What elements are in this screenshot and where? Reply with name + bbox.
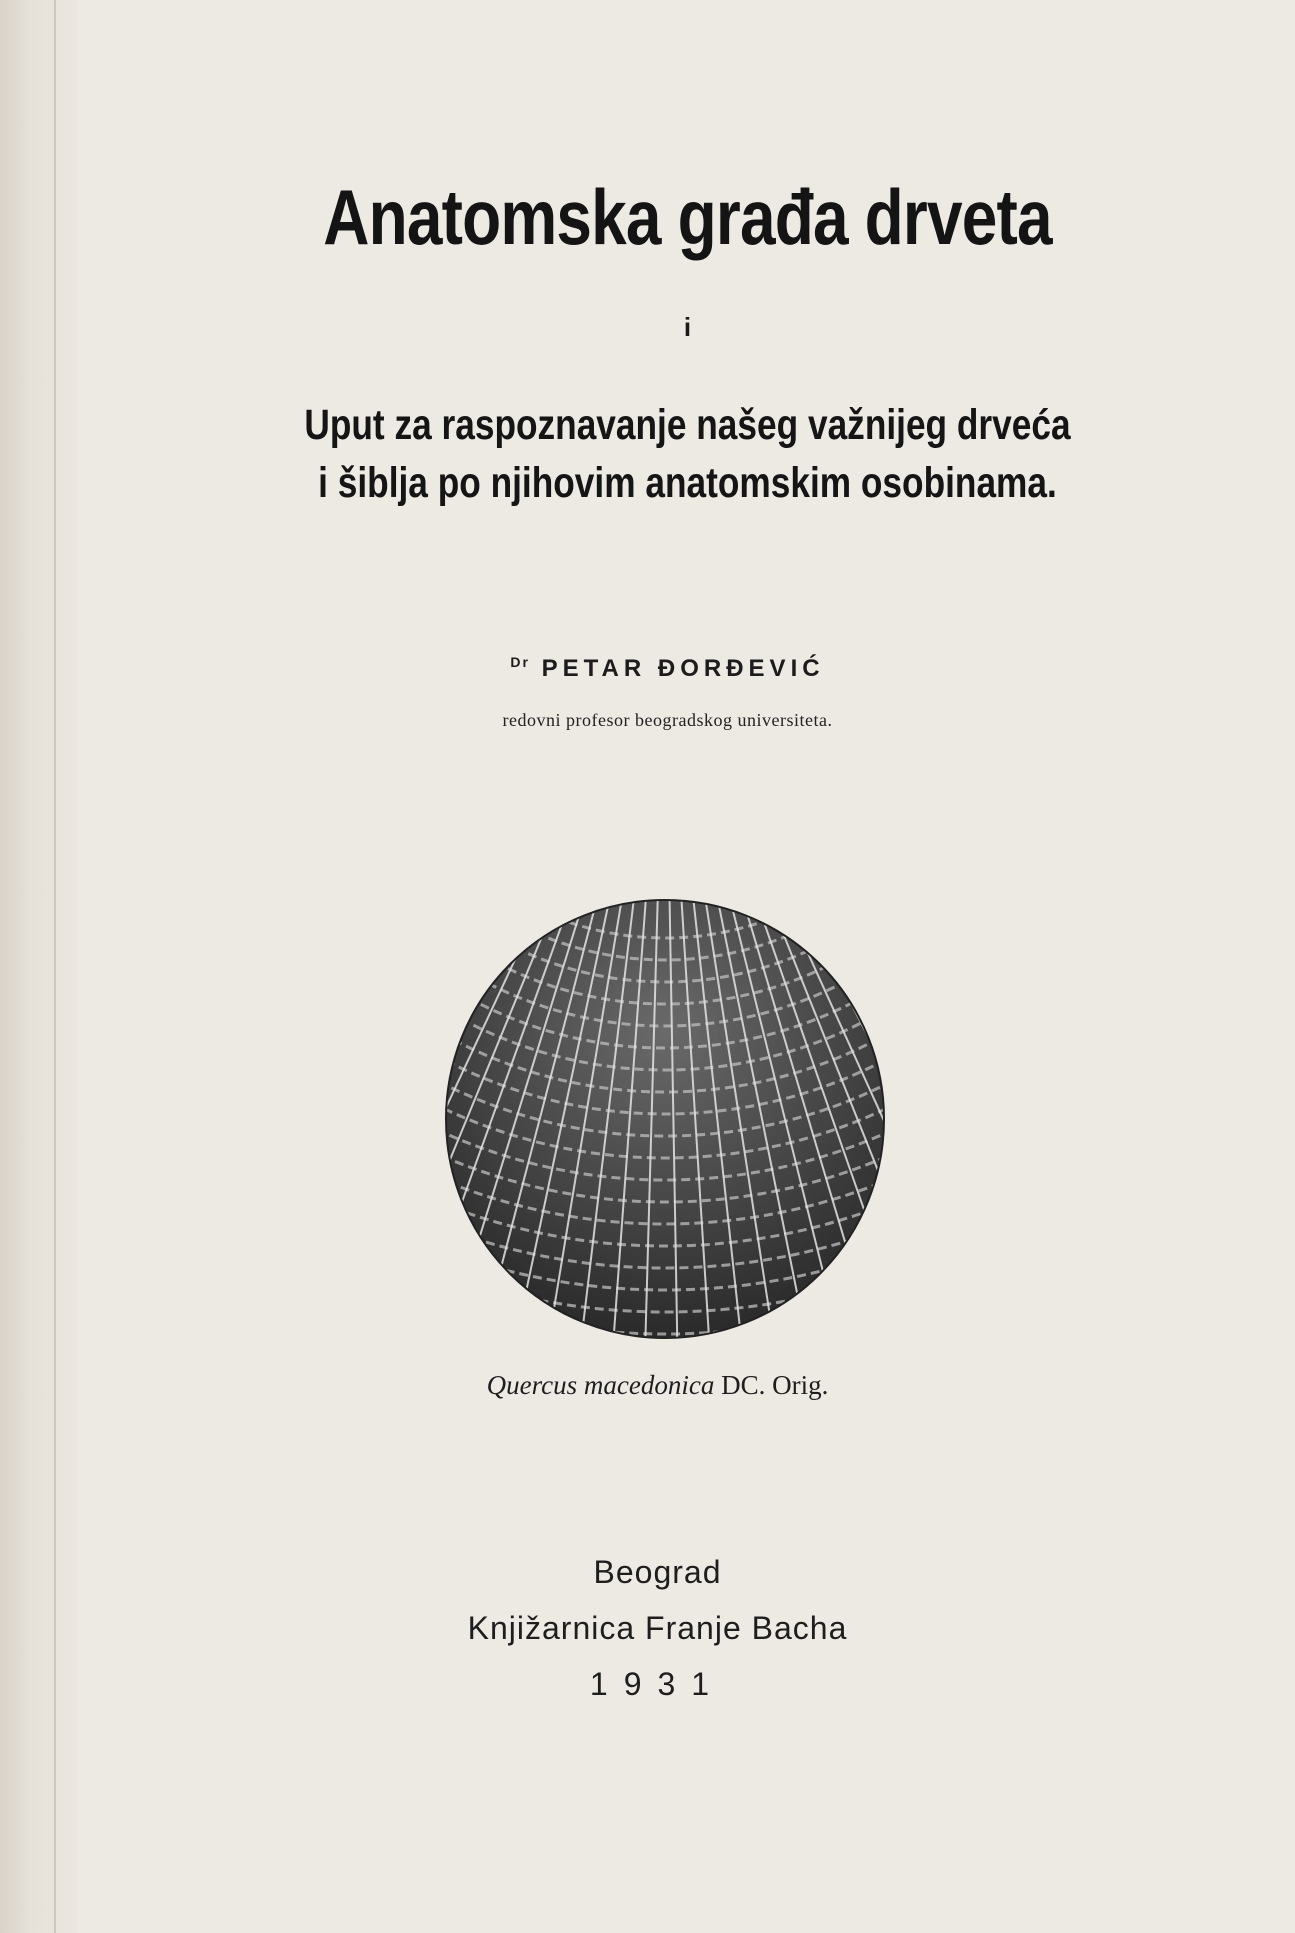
subtitle-line-1: Uput za raspoznavanje našeg važnijeg drveća xyxy=(304,401,1071,449)
book-subtitle xyxy=(157,396,1219,512)
publisher: Knjižarnica Franje Bacha xyxy=(467,1610,848,1646)
author-prefix: Dr xyxy=(510,654,530,670)
author-line xyxy=(20,654,1295,683)
author-role: redovni profesor beogradskog universiteta. xyxy=(502,710,833,730)
publication-place: Beograd xyxy=(593,1554,722,1590)
wood-cross-section-image xyxy=(444,898,886,1340)
caption-authority: DC. Orig. xyxy=(714,1370,829,1400)
subtitle-line-2: i šiblja po njihovim anatomskim osobinama. xyxy=(318,459,1057,507)
figure-caption xyxy=(10,1370,1295,1401)
book-title: Anatomska građa drveta xyxy=(323,173,1052,261)
title-conjunction: i xyxy=(683,312,692,342)
author-name: PETAR ĐORĐEVIĆ xyxy=(541,655,825,682)
caption-species: Quercus macedonica xyxy=(486,1370,715,1400)
publication-year: 1931 xyxy=(589,1666,726,1702)
